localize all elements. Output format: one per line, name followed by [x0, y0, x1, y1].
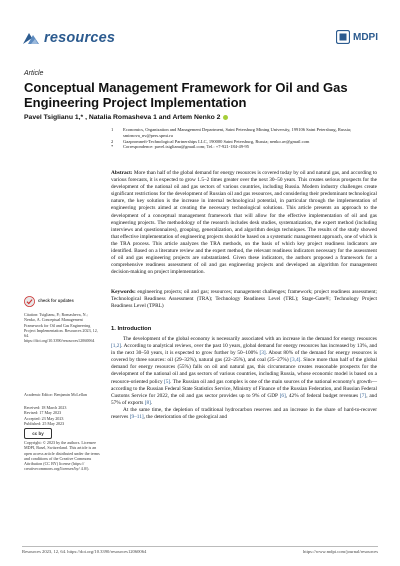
cc-license-label: cc by — [32, 431, 44, 436]
text-run: The development of the global economy is necessarily associated with an increase in the demand for energy resources — [123, 336, 377, 342]
footer-journal-link[interactable]: https://www.mdpi.com/journal/resources — [303, 549, 378, 554]
affiliation-number: 2 — [111, 138, 114, 144]
affiliation-text: Gazpromneft-Technological Partnerships LLC, 190000 Saint Petersburg, Russia; nenko.av@gmail.com — [123, 138, 310, 144]
check-updates-button[interactable] — [24, 296, 74, 307]
reference-link[interactable]: [8] — [144, 399, 151, 406]
reference-link[interactable]: [3,4] — [290, 357, 301, 364]
introduction-body — [111, 336, 377, 421]
citation: Citation: Tsiglianu, P.; Romasheva, N.; Nenko, A. Conceptual Management Framework for Oil and Gas Engineering Project Implementation. Resources 2023, 12, 64. https://doi.org/10.3390/resources12060064 — [24, 312, 98, 344]
mdpi-logo-icon — [336, 30, 350, 44]
authors-line: Pavel Tsiglianu 1,* , Natalia Romasheva 1 and Artem Nenko 2 — [24, 114, 221, 121]
date-published: Published: 25 May 2023 — [24, 420, 65, 426]
keywords-label: Keywords: — [111, 289, 136, 295]
cc-license-badge[interactable] — [24, 428, 52, 439]
article-title: Conceptual Management Framework for Oil and Gas Engineering Project Implementation — [24, 80, 348, 110]
article-type: Article — [24, 70, 44, 77]
journal-logo-icon — [22, 30, 40, 46]
academic-editor: Academic Editor: Benjamin McLellan — [24, 392, 87, 397]
orcid-icon[interactable] — [223, 115, 228, 120]
section-heading: 1. Introduction — [111, 326, 152, 332]
paragraph — [111, 336, 377, 407]
publication-dates — [24, 405, 100, 426]
affiliation-text: Economics, Organization and Management Department, Saint Petersburg Mining University, 199106 Saint Petersburg, Russia; smirnova_nv@pers.spmi.ru — [123, 127, 352, 138]
affiliation-row — [111, 127, 381, 139]
reference-link[interactable]: [6] — [279, 392, 286, 399]
date-received: Received: 18 March 2023 — [24, 405, 67, 410]
text-run: . Since more than half of the global demand for energy resources (55%) falls on oil and natural gas, this circumstance creates reasonable prospects for the development of the national oil and gas sectors of various countries, including Russia, whose economic model is based on a resource-oriented policy — [111, 357, 377, 385]
affiliation-number: 1 — [111, 127, 114, 132]
affiliations — [111, 127, 381, 150]
journal-logo — [22, 30, 115, 46]
reference-link[interactable]: [5] — [163, 378, 171, 385]
authors — [24, 114, 376, 121]
footer-citation: Resources 2023, 12, 64. https://doi.org/10.3390/resources12060064 — [22, 549, 147, 554]
reference-link[interactable]: [3] — [259, 350, 266, 357]
text-run: . The Russian oil and gas complex is one of the main sources of the national economy's growth—according to the Russian Federal State Statistics Service, Ministry of Finance of the Russian Federation, and Russian Federal Customs Service for 2022, the oil and gas sector provides up to 9% of GDP — [111, 378, 377, 399]
text-run: At the same time, the depletion of traditional hydrocarbon reserves and an increase in the share of hard-to-recover reserves — [111, 406, 377, 421]
date-accepted: Accepted: 23 May 2023 — [24, 415, 64, 421]
text-run: . About 80% of the demand for energy resources is covered by three sources: oil (29–32%), natural gas (22–25%), and coal (25–27%) — [111, 350, 378, 364]
text-run: , the deterioration of the geological and — [143, 414, 228, 421]
text-run: . According to analytical reviews, over the past 10 years, global demand for energy resources has increased by 13%, and in the next 30–50 years, it is expected to grow further by 50–100% — [111, 343, 377, 357]
affiliation-number: * — [111, 144, 114, 150]
footer-divider — [22, 546, 378, 547]
check-updates-icon — [24, 296, 35, 307]
text-run: , and 57% of exports — [111, 392, 377, 406]
journal-name: resources — [44, 30, 116, 46]
check-updates-label: check for updates — [38, 298, 74, 304]
keywords — [111, 289, 377, 310]
paragraph — [111, 407, 377, 421]
affiliation-text: Correspondence: pavel.tsiglianu@gmail.com; Tel.: +7-921-184-49-95 — [123, 144, 250, 150]
reference-link[interactable]: [9–11] — [129, 414, 144, 421]
affiliation-row — [111, 144, 381, 150]
text-run: , 42% of federal budget revenues — [285, 392, 361, 399]
abstract — [111, 170, 377, 276]
copyright: Copyright: © 2023 by the authors. Licensee MDPI, Basel, Switzerland. This article is an open access article distributed under the terms and conditions of the Creative Commons Attribution (CC BY) license (https:// creativecommons.org/licenses/by/ 4.0/). — [24, 440, 100, 472]
reference-link[interactable]: [1,2] — [111, 343, 122, 350]
abstract-text: More than half of the global demand for energy resources is covered today by oil and natural gas, and according to various forecasts, it is expected to grow 1.5–2 times greater over the next 30–50 years. This creates serious prospects for the development of the national oil and gas sectors of various countries, including Russia. Modern industry challenges create significant restrictions for the development of Russian oil and gas resources, and considering their predominant technological nature, the key solution is the increase in internal technological potential, in particular through the implementation of engineering projects aimed at creating the necessary technological solutions. This article presents an approach to the development of a conceptual management framework that will allow for the effective implementation of oil and gas engineering projects. The methodology of the research includes desk studies, systematization, the expert method (including interviews and questionnaires), grouping, generalization, and algorithm design techniques. The results of the study showed that effective implementation of engineering projects should be based on a systematic management approach, one of which is the TRA process. This article analyzes the TRA methods, on the basis of which key project readiness indicators are identified. Based on a literature review and the expert method, the relevant readiness indicators necessary for the assessment of oil and gas engineering projects are substantiated. Given these indicators, the authors proposed a framework for a comprehensive readiness assessment of oil and gas engineering projects and developed an algorithm for management decision-making on project implementation. — [111, 170, 377, 276]
publisher-logo — [336, 30, 378, 44]
publisher-name: MDPI — [353, 31, 378, 43]
keywords-text: engineering projects; oil and gas; resources; management challenges; framework; project readiness assessment; Technological Readiness Assessment (TRA); Technology Readiness Level (TRL); Stage-Gate®; Technology Project Readiness Level (TPRL) — [111, 289, 377, 310]
text-run: . — [150, 399, 153, 406]
date-revised: Revised: 17 May 2023 — [24, 410, 62, 416]
abstract-label: Abstract: — [111, 170, 133, 176]
reference-link[interactable]: [7] — [360, 392, 367, 399]
